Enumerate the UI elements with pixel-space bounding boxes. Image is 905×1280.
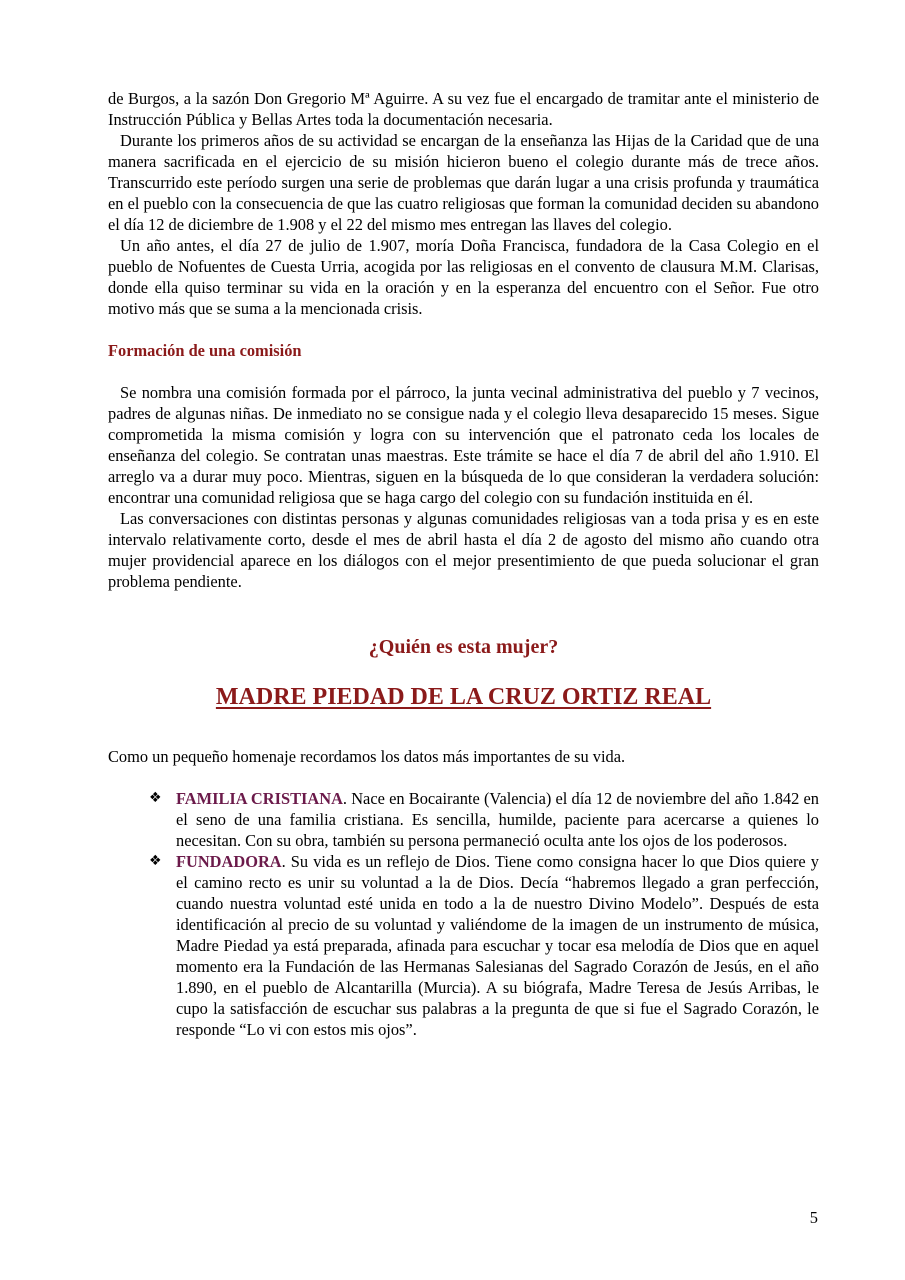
paragraph-first-years: Durante los primeros años de su actividad se encargan de la enseñanza las Hijas de la Caridad que de una manera sacrificada en el ejercicio de su misión hicieron bueno el colegio durante más de trece años. Transcurrido este período surgen una serie de problemas que darán lugar a una crisis profunda y traumática en el pueblo con la consecuencia de que las cuatro religiosas que forman la comunidad deciden su abandono el día 12 de diciembre de 1.908 y el 22 del mismo mes entregan las llaves del colegio.	[108, 131, 819, 234]
section-heading: Formación de una comisión	[108, 341, 302, 360]
list-item	[149, 788, 820, 851]
paragraph-year-before: Un año antes, el día 27 de julio de 1.907, moría Doña Francisca, fundadora de la Casa Colegio en el pueblo de Nofuentes de Cuesta Urria, acogida por las religiosas en el convento de clausura M.M. Clarisas, donde ella quiso terminar su vida en la oración y en la esperanza del encuentro con el Señor. Fue otro motivo más que se suma a la mencionada crisis.	[108, 236, 819, 318]
diamond-bullet-icon: ❖	[149, 853, 162, 869]
paragraph-commission: Se nombra una comisión formada por el párroco, la junta vecinal administrativa del pueblo y 7 vecinos, padres de algunas niñas. De inmediato no se consigue nada y el colegio lleva desaparecido 15 meses. Sigue comprometida la misma comisión y logra con su intervención que el patronato ceda los locales de enseñanza del colegio. Se contratan unas maestras. Este trámite se hace el día 7 de abril del año 1.910. El arreglo va a durar muy poco. Mientras, siguen en la búsqueda de lo que consideran la verdadera solución: encontrar una comunidad religiosa que se haga cargo del colegio con su fundación instituida en él.	[108, 383, 819, 507]
paragraph-continuation: de Burgos, a la sazón Don Gregorio Mª Aguirre. A su vez fue el encargado de tramitar ante el ministerio de Instrucción Pública y Bellas Artes toda la documentación necesaria.	[108, 89, 819, 129]
question-heading: ¿Quién es esta mujer?	[368, 636, 559, 658]
diamond-bullet-icon: ❖	[149, 790, 162, 806]
intro-paragraph: Como un pequeño homenaje recordamos los datos más importantes de su vida.	[108, 747, 626, 766]
paragraph-conversations: Las conversaciones con distintas personas y algunas comunidades religiosas van a toda prisa y es en este intervalo relativamente corto, desde el mes de abril hasta el día 2 de agosto del mismo año cuando otra mujer providencial aparece en los diálogos con el mejor presentimiento de que pueda solucionar el gran problema pendiente.	[108, 509, 819, 591]
list-item	[149, 851, 819, 1040]
main-title: MADRE PIEDAD DE LA CRUZ ORTIZ REAL	[215, 684, 712, 710]
bullet-term: FUNDADORA	[176, 852, 282, 871]
bullet-text: . Nace en Bocairante (Valencia) el día 12 de noviembre del año 1.842 en el seno de una familia cristiana. Es sencilla, humilde, paciente para acercarse a quienes lo necesitan. Con su obra, también su persona permaneció oculta ante los ojos de los poderosos.	[176, 789, 820, 850]
page-content	[108, 88, 819, 1040]
bullet-text: . Su vida es un reflejo de Dios. Tiene como consigna hacer lo que Dios quiere y el camino recto es unir su voluntad a la de Dios. Decía “habremos llegado a gran perfección, cuando nuestra voluntad esté unida en todo a la de nuestro Divino Modelo”. Después de esta identificación al precio de su voluntad y valiéndome de la imagen de un instrumento de música, Madre Piedad ya está preparada, afinada para escuchar y tocar esa melodía de Dios que en aquel momento era la Fundación de las Hermanas Salesianas del Sagrado Corazón de Jesús, en el año 1.890, en el pueblo de Alcantarilla (Murcia). A su biógrafa, Madre Teresa de Jesús Arribas, le cupo la satisfacción de escuchar sus palabras a la pregunta de que si fue el Sagrado Corazón, le responde “Lo vi con estos mis ojos”.	[176, 852, 819, 1039]
page-number: 5	[809, 1208, 818, 1227]
bullet-term: FAMILIA CRISTIANA	[176, 789, 343, 808]
bullet-list	[108, 788, 819, 1040]
